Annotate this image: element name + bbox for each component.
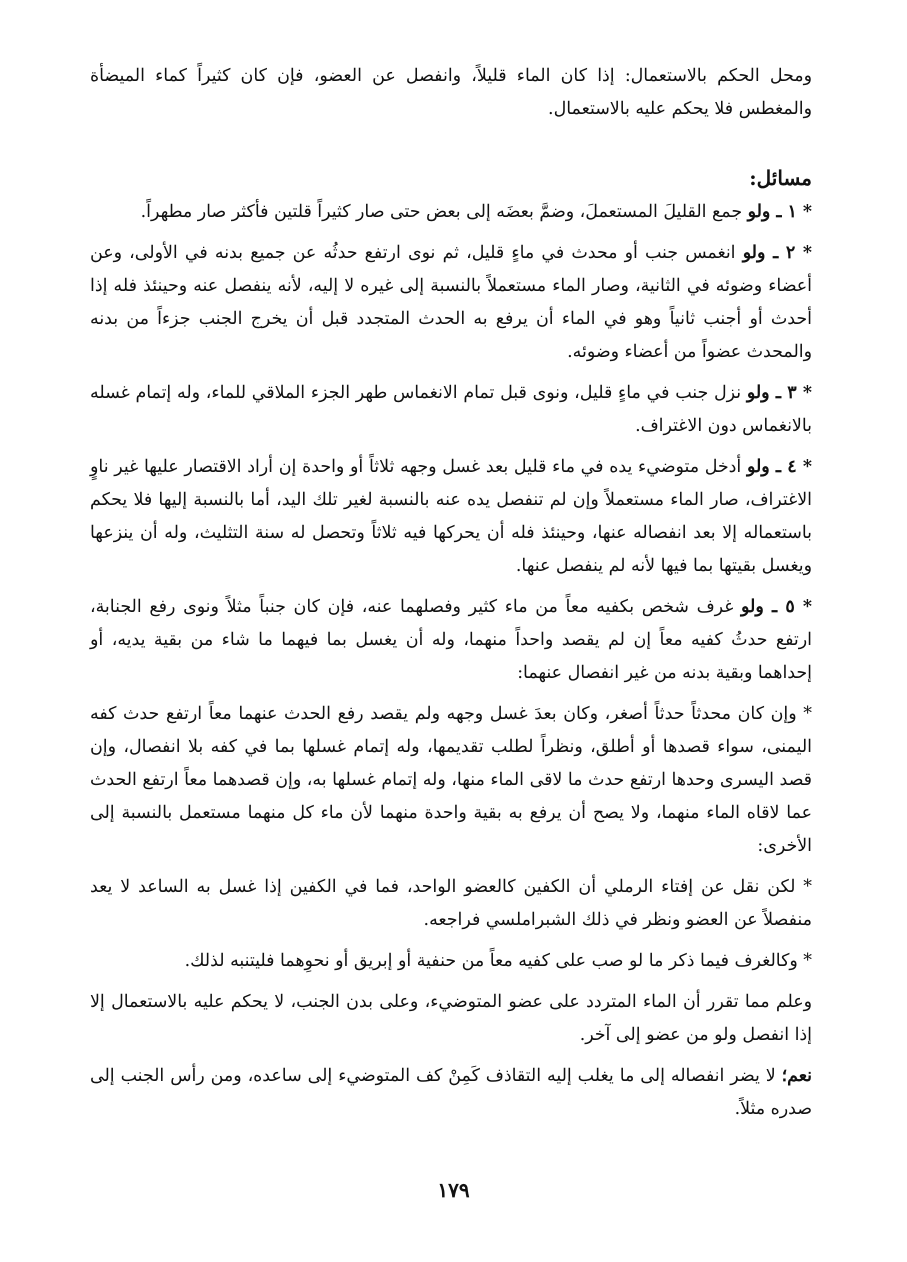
page-number: ١٧٩ [437,1178,470,1202]
issue-2 [90,237,812,369]
issue-3-lead: * ٣ ـ ولو [746,383,812,403]
section-heading: مسائل: [749,166,812,190]
issue-1-lead: * ١ ـ ولو [747,202,812,222]
issue-4-text: أدخل متوضيء يده في ماء قليل بعد غسل وجهه ثلاثاً أو واحدة إن أراد الاقتصار عليها غير ناوٍ الاغتراف، صار الماء مستعملاً وإن لم تنفصل يده عنه بالنسبة لغير تلك اليد، أما بالنسبة إليها فلا يحكم باستعماله إلا بعد انفصاله عنها، وحينئذ فله أن يحركها فيه ثلاثاً وتحصل له سنة التثليث، وله أن ينزعها ويغسل بقيتها بما فيها لأنه لم ينفصل عنها. [90,457,812,576]
note-text: لا يضر انفصاله إلى ما يغلب إليه التقاذف كَمِنْ كف المتوضيء إلى ساعده، ومن رأس الجنب إلى صدره مثلاً. [90,1066,812,1119]
sub-paragraph-ramli: * لكن نقل عن إفتاء الرملي أن الكفين كالعضو الواحد، فما في الكفين إذا غسل به الساعد لا يعد منفصلاً عن العضو ونظر في ذلك الشبراملسي فراجعه. [90,877,812,930]
issue-3-text: نزل جنب في ماءٍ قليل، ونوى قبل تمام الانغماس طهر الجزء الملاقي للماء، وله إتمام غسله بالانغماس دون الاغتراف. [90,383,812,436]
issue-2-text: انغمس جنب أو محدث في ماءٍ قليل، ثم نوى ارتفع حدثُه عن جميع بدنه في الأولى، وعن أعضاء وضوئه في الثانية، وصار الماء مستعملاً بالنسبة إلى غيره لا إليه، لأنه ينفصل عنه وحينئذ فله إذا أحدث أو أجنب ثانياً وهو في الماء أن يرفع به الحدث المتجدد قبل أن يخرج الجنب جزءاً من بدنه والمحدث عضواً من أعضاء وضوئه. [90,243,812,362]
issue-4-lead: * ٤ ـ ولو [746,457,812,477]
issue-1 [90,196,812,229]
issue-5 [90,591,812,690]
issue-1-text: جمع القليلَ المستعملَ، وضمَّ بعضَه إلى بعض حتى صار كثيراً قلتين فأكثر صار مطهراً. [140,202,748,222]
closing-paragraph: وعلم مما تقرر أن الماء المتردد على عضو المتوضيء، وعلى بدن الجنب، لا يحكم عليه بالاستعمال إلا إذا انفصل ولو من عضو إلى آخر. [90,992,812,1045]
sub-paragraph-minor-hadath: * وإن كان محدثاً حدثاً أصغر، وكان بعدَ غسل وجهه ولم يقصد رفع الحدث عنهما معاً ارتفع حدث كفه اليمنى، سواء قصدها أو أطلق، ونظراً لطلب تقديمها، وله إتمام غسلها بما في كفه بلا انفصال، وإن قصد اليسرى وحدها ارتفع حدث ما لاقى الماء منها، وله إتمام غسلها به، وإن قصدهما معاً ارتفع الحدث عما لاقاه الماء منهما، ولا يصح أن يرفع به بقية واحدة منهما لأن ماء كل منهما مستعمل بالنسبة إلى الأخرى: [90,704,812,856]
issue-2-lead: * ٢ ـ ولو [742,243,812,263]
note-paragraph [90,1060,812,1126]
sub-paragraph-pouring: * وكالغرف فيما ذكر ما لو صب على كفيه معاً من حنفية أو إبريق أو نحوِهما فليتنبه لذلك. [184,951,812,971]
issue-4 [90,451,812,583]
issue-5-text: غرف شخص بكفيه معاً من ماء كثير وفصلهما عنه، فإن كان جنباً مثلاً ونوى رفع الجنابة، ارتفع حدثُ كفيه معاً إن لم يقصد واحداً منهما، وله أن يغسل بما فيهما ما شاء من بقية يديه، أو إحداهما وبقية بدنه من غير انفصال عنهما: [90,597,812,683]
note-lead: نعم؛ [781,1066,812,1086]
issue-5-lead: * ٥ ـ ولو [741,597,812,617]
intro-paragraph: ومحل الحكم بالاستعمال: إذا كان الماء قليلاً، وانفصل عن العضو، فإن كان كثيراً كماء الميضأة والمغطس فلا يحكم عليه بالاستعمال. [90,66,812,119]
issue-3 [90,377,812,443]
